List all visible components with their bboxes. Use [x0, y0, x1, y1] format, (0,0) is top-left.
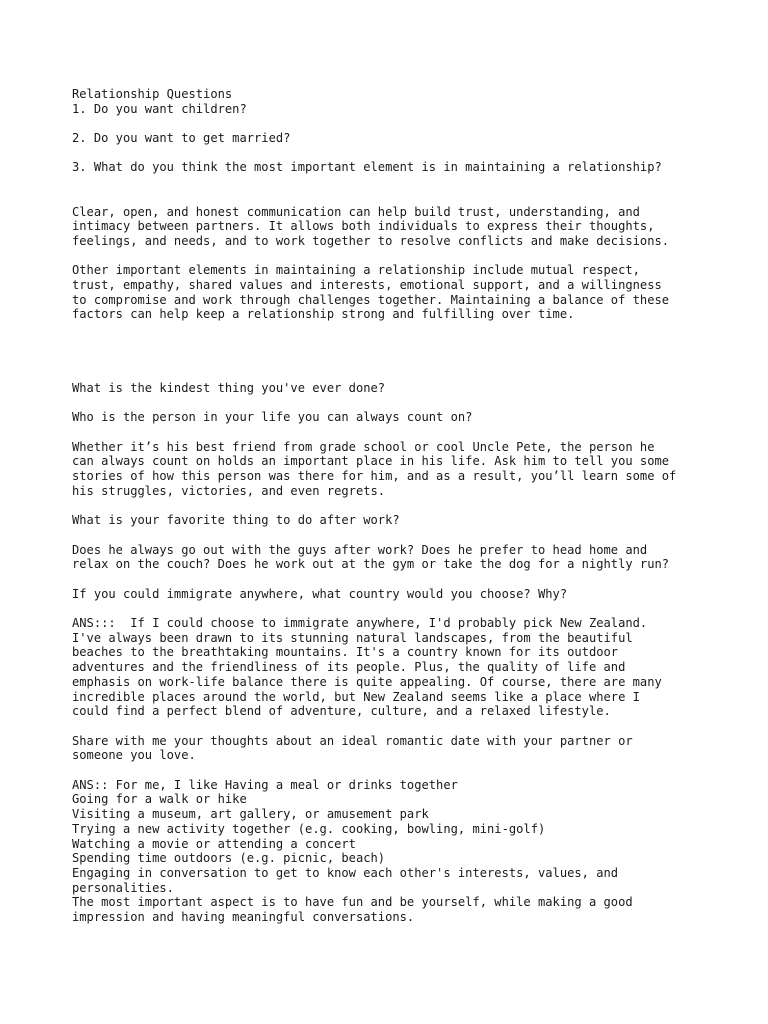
- document-page: [72, 87, 722, 925]
- paragraph-communication: Clear, open, and honest communication can help build trust, understanding, and intimacy between partners. It allows both individuals to express their thoughts, feelings, and needs, and to work together to resolve conflicts and make decisions.: [72, 204, 670, 248]
- answer-immigrate: ANS::: If I could choose to immigrate anywhere, I'd probably pick New Zealand. I've always been drawn to its stunning natural landscapes, from the beautiful beaches to the breathtaking mountains. It's a country known for its outdoor adventures and the friendliness of its people. Plus, the quality of life and emphasis on work-life balance there is quite appealing. Of course, there are many incredible places around the world, but New Zealand seems like a place where I could find a perfect blend of adventure, culture, and a relaxed lifestyle.: [72, 616, 662, 719]
- question-2: 2. Do you want to get married?: [72, 131, 291, 146]
- question-1: 1. Do you want children?: [72, 101, 247, 116]
- question-count-on: Who is the person in your life you can always count on?: [72, 410, 473, 425]
- document-title: Relationship Questions: [72, 87, 233, 101]
- question-date: Share with me your thoughts about an ideal romantic date with your partner or someone you love.: [72, 733, 633, 763]
- paragraph-after-work: Does he always go out with the guys after work? Does he prefer to head home and relax on the couch? Does he work out at the gym or take the dog for a nightly run?: [72, 542, 670, 572]
- paragraph-count-on: Whether it’s his best friend from grade school or cool Uncle Pete, the person he can always count on holds an important place in his life. Ask him to tell you some stories of how this person was there for him, and as a result, you’ll learn some of his struggles, victories, and even regrets.: [72, 439, 677, 498]
- question-immigrate: If you could immigrate anywhere, what country would you choose? Why?: [72, 586, 568, 601]
- answer-date: ANS:: For me, I like Having a meal or drinks together Going for a walk or hike Visiting a museum, art gallery, or amusement park Trying a new activity together (e.g. cooking, bowling, mini-golf) Watching a movie or attending a concert Spending time outdoors (e.g. picnic, beach) Engaging in conversation to get to know each other's interests, values, and personalities. The most important aspect is to have fun and be yourself, while making a good impression and having meaningful conversations.: [72, 777, 633, 925]
- question-after-work: What is your favorite thing to do after work?: [72, 513, 400, 528]
- paragraph-other-elements: Other important elements in maintaining a relationship include mutual respect, trust, empathy, shared values and interests, emotional support, and a willingness to compromise and work through challenges together. Maintaining a balance of these factors can help keep a relationship strong and fulfilling over time.: [72, 263, 670, 322]
- question-kindest: What is the kindest thing you've ever done?: [72, 380, 386, 395]
- question-3: 3. What do you think the most important element is in maintaining a relationship?: [72, 160, 662, 175]
